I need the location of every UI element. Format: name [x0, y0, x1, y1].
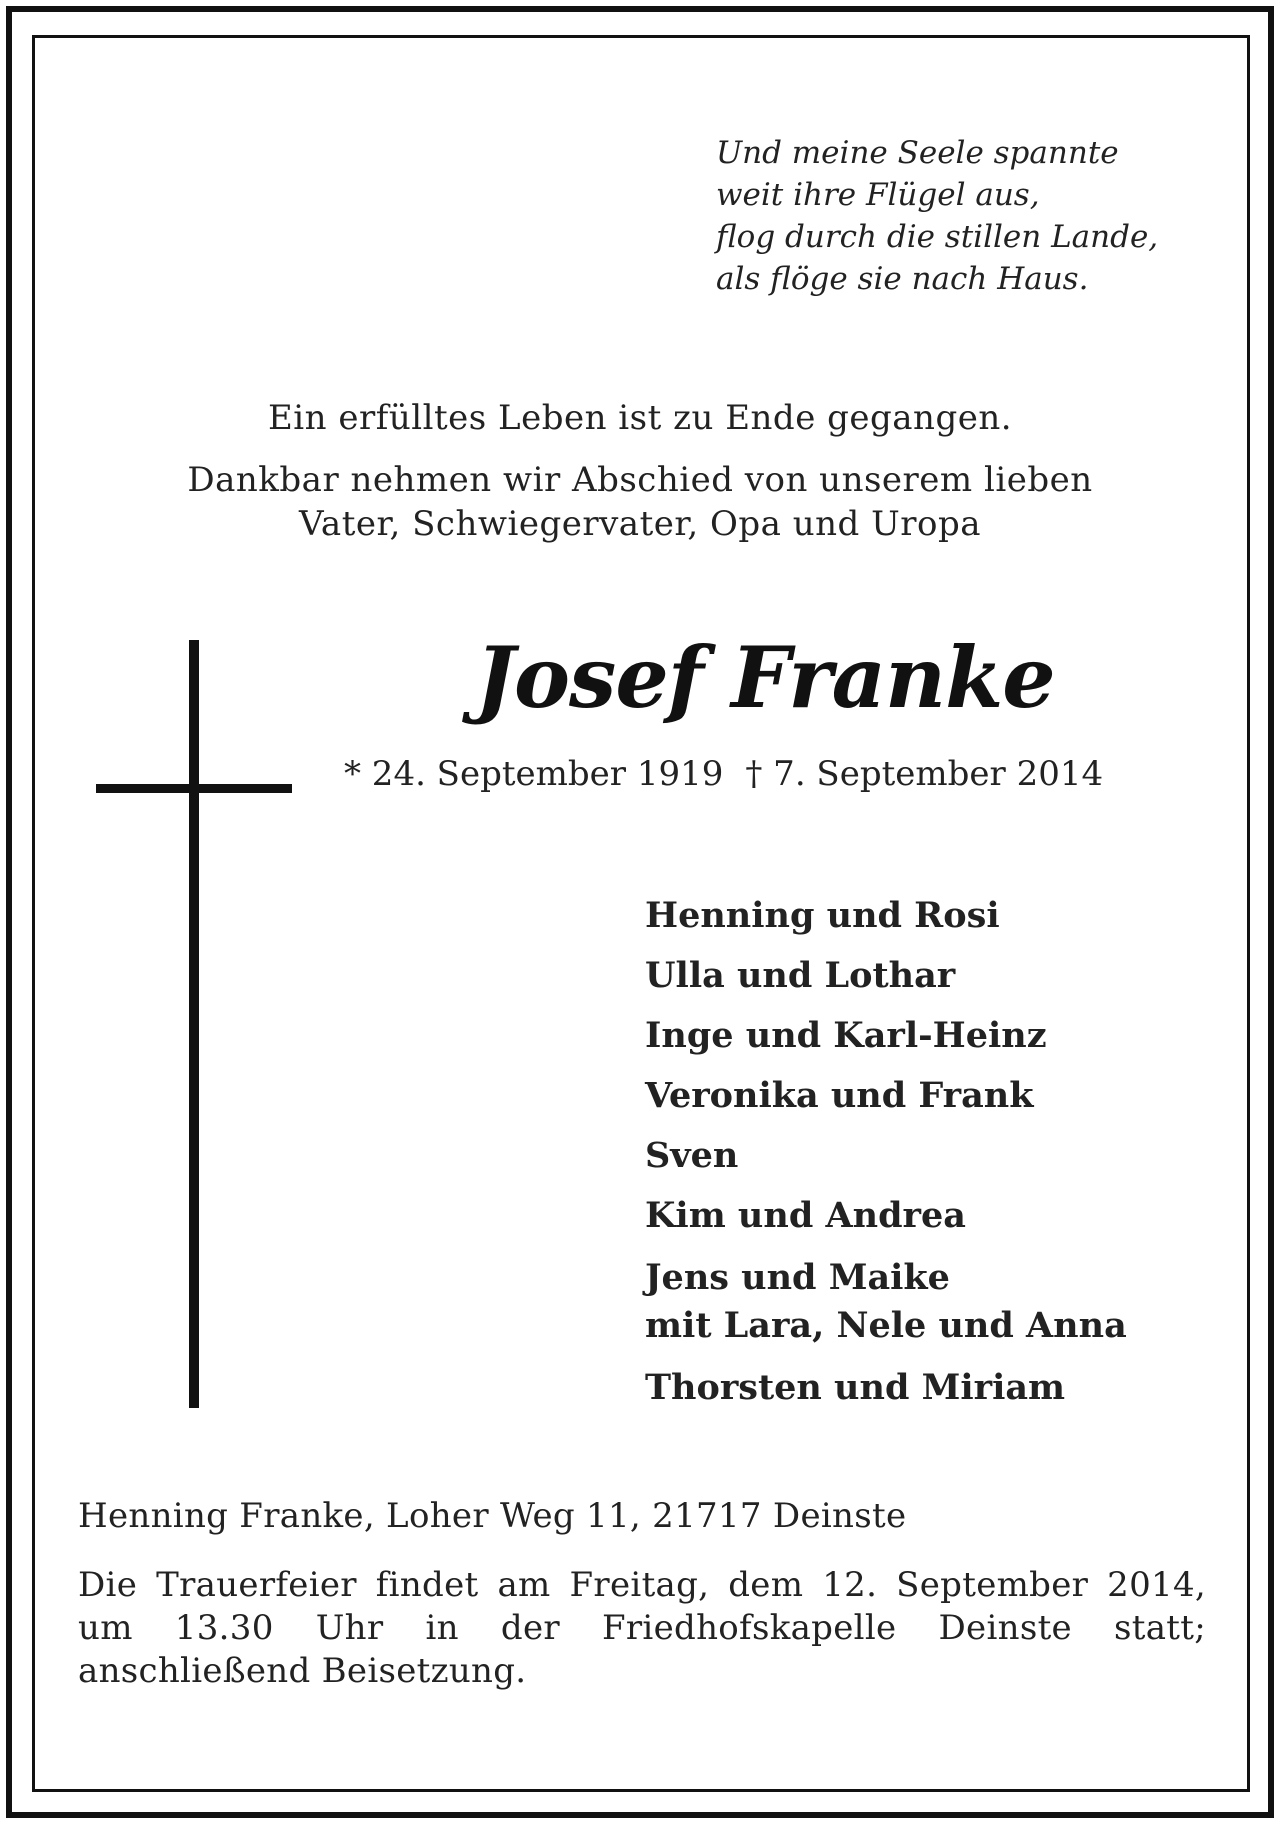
- cross-icon-vertical: [189, 640, 199, 1408]
- intro-dedication-line: Dankbar nehmen wir Abschied von unserem lieben: [187, 460, 1093, 500]
- cross-icon-horizontal: [96, 784, 292, 793]
- family-member: Inge und Karl-Heinz: [645, 1015, 1047, 1056]
- poem-line: Und meine Seele spannte: [716, 135, 1119, 171]
- family-member-group: [645, 1254, 1127, 1350]
- family-member: Kim und Andrea: [645, 1195, 966, 1236]
- family-member: Veronika und Frank: [645, 1075, 1034, 1116]
- contact-address: Henning Franke, Loher Weg 11, 21717 Deinste: [78, 1496, 907, 1536]
- family-member: Jens und Maike: [645, 1257, 950, 1298]
- intro-dedication-line: Vater, Schwiegervater, Opa und Uropa: [299, 504, 981, 544]
- life-dates: [344, 752, 1204, 796]
- family-member: Thorsten und Miriam: [645, 1367, 1066, 1408]
- poem: [716, 132, 1158, 300]
- poem-line: weit ihre Flügel aus,: [716, 177, 1040, 213]
- family-member-children: mit Lara, Nele und Anna: [645, 1305, 1127, 1346]
- deceased-name: Josef Franke: [475, 628, 1055, 727]
- intro-line: Ein erfülltes Leben ist zu Ende gegangen.: [267, 398, 1013, 438]
- poem-line: als flöge sie nach Haus.: [716, 261, 1089, 297]
- family-member: Ulla und Lothar: [645, 955, 956, 996]
- birth-date: * 24. September 1919: [344, 754, 724, 794]
- family-member: Sven: [645, 1135, 739, 1176]
- death-date: † 7. September 2014: [745, 754, 1104, 794]
- funeral-service-info: Die Trauerfeier findet am Freitag, dem 12. September 2014, um 13.30 Uhr in der Friedhofskapelle Deinste statt; anschließend Beisetzung.: [78, 1565, 1206, 1691]
- family-list: [645, 894, 1127, 1426]
- family-member: Henning und Rosi: [645, 895, 1000, 936]
- poem-line: flog durch die stillen Lande,: [716, 219, 1159, 255]
- intro-dedication: [100, 458, 1180, 546]
